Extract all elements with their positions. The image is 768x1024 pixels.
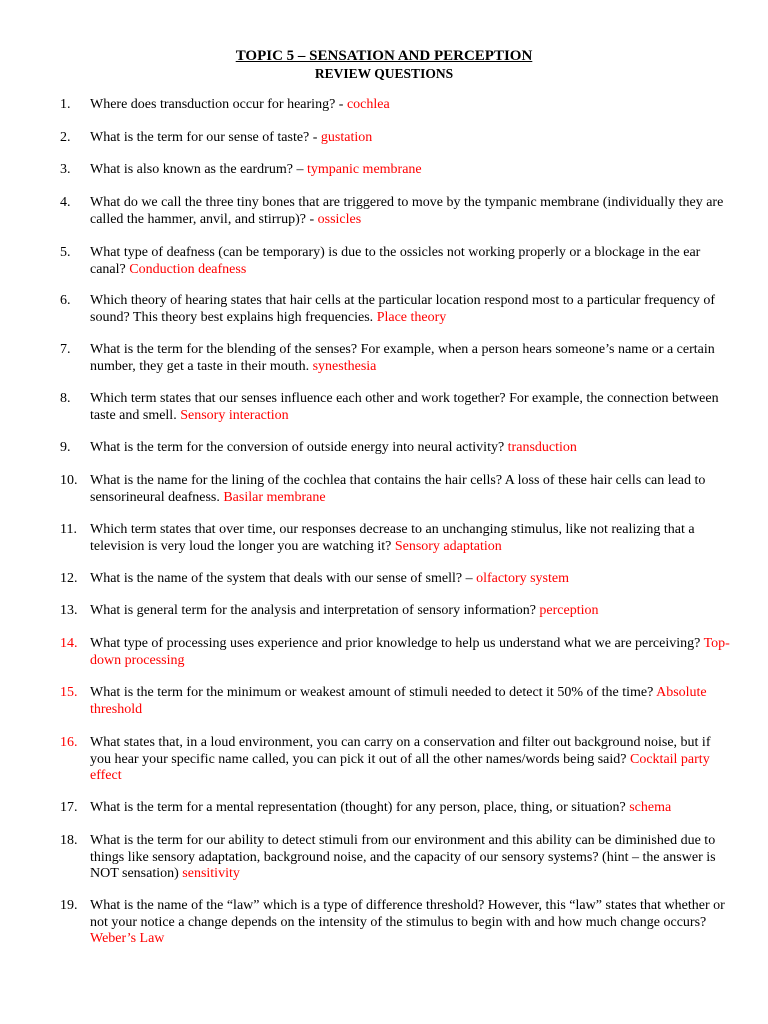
question-text: What type of processing uses experience and prior knowledge to help us understand what we are perceiving? [90, 636, 704, 651]
question-text: Where does transduction occur for hearing? - [90, 97, 347, 112]
question-8 [60, 391, 730, 424]
question-2 [60, 130, 730, 147]
question-number: 3. [60, 162, 71, 177]
answer-text: perception [539, 603, 599, 618]
page-title: TOPIC 5 – SENSATION AND PERCEPTION [235, 48, 533, 64]
answer-text: tympanic membrane [306, 162, 422, 177]
question-text: What is general term for the analysis and interpretation of sensory information? [90, 603, 540, 618]
question-number: 13. [60, 603, 78, 618]
question-text: What is the name of the system that deals with our sense of smell? – [90, 571, 477, 586]
question-number: 15. [60, 685, 78, 700]
answer-text: schema [629, 800, 672, 815]
question-4 [60, 195, 730, 228]
question-text: What is the term for the minimum or weakest amount of stimuli needed to detect it 50% of the time? [90, 685, 657, 700]
question-text: What is the name for the lining of the cochlea that contains the hair cells? A loss of these hair cells can lead to sensorineural deafness. [90, 473, 706, 505]
answer-text: Sensory interaction [180, 407, 289, 423]
question-3 [60, 162, 730, 179]
answer-text: Cocktail party effect [90, 751, 710, 783]
answer-text: transduction [507, 440, 577, 455]
question-10 [60, 473, 730, 506]
question-number: 8. [60, 391, 71, 406]
question-number: 4. [60, 195, 71, 210]
question-16 [60, 735, 730, 785]
question-17 [60, 800, 730, 817]
answer-text: olfactory system [476, 571, 569, 586]
question-text: What is the term for the blending of the senses? For example, when a person hears someone’s name or a certain number, they get a taste in their mouth. [90, 342, 715, 374]
question-number: 2. [60, 130, 71, 145]
question-number: 17. [60, 800, 78, 815]
answer-text: sensitivity [182, 866, 240, 881]
question-text: What type of deafness (can be temporary) is due to the ossicles not working properly or a blockage in the ear canal? [90, 245, 701, 277]
question-text: Which term states that over time, our responses decrease to an unchanging stimulus, like not realizing that a television is very loud the longer you are watching it? [90, 522, 695, 554]
question-text: What is the term for our ability to detect stimuli from our environment and this ability can be diminished due to things like sensory adaptation, background noise, and the capacity of our sensory systems? (hint – the answer is NOT sensation) [90, 833, 716, 881]
question-number: 5. [60, 245, 71, 260]
question-number: 19. [60, 898, 78, 913]
question-number: 10. [60, 473, 78, 488]
question-1 [60, 97, 730, 114]
answer-text: Basilar membrane [223, 489, 326, 505]
question-text: Which theory of hearing states that hair cells at the particular location respond most to a particular frequency of sound? This theory best explains high frequencies. [90, 293, 716, 325]
answer-text: Sensory adaptation [394, 538, 502, 554]
question-12 [60, 571, 730, 588]
question-number: 18. [60, 833, 78, 848]
answer-text: ossicles [317, 211, 362, 227]
question-text: What states that, in a loud environment, you can carry on a conservation and filter out background noise, but if you hear your specific name called, you can pick it out of all the other names/words being said? [90, 735, 711, 767]
question-7 [60, 342, 730, 375]
answer-text: Weber’s Law [90, 931, 165, 946]
answer-text: synesthesia [312, 358, 377, 374]
question-text: What is the term for the conversion of outside energy into neural activity? [90, 440, 508, 455]
answer-text: Top-down processing [90, 636, 730, 668]
question-text: What is the term for a mental representation (thought) for any person, place, thing, or situation? [90, 800, 630, 815]
question-text: Which term states that our senses influence each other and work together? For example, the connection between taste and smell. [90, 391, 719, 423]
question-18 [60, 833, 730, 883]
question-text: What is also known as the eardrum? – [90, 162, 307, 177]
answer-text: Place theory [376, 309, 447, 325]
question-text: What do we call the three tiny bones that are triggered to move by the tympanic membrane (individually they are called the hammer, anvil, and stirrup)? - [90, 195, 724, 227]
question-number: 16. [60, 735, 78, 750]
question-number: 14. [60, 636, 78, 651]
question-6 [60, 293, 730, 326]
page-subtitle: REVIEW QUESTIONS [314, 66, 454, 81]
question-number: 9. [60, 440, 71, 455]
question-5 [60, 245, 730, 278]
question-9 [60, 440, 730, 457]
question-number: 1. [60, 97, 71, 112]
question-15 [60, 685, 730, 718]
answer-text: Conduction deafness [129, 261, 247, 277]
question-number: 7. [60, 342, 71, 357]
question-number: 6. [60, 293, 71, 308]
answer-text: Absolute threshold [90, 685, 707, 717]
answer-text: cochlea [346, 97, 390, 112]
question-19 [60, 898, 730, 948]
question-number: 11. [60, 522, 77, 537]
question-text: What is the term for our sense of taste? - [90, 130, 321, 145]
question-11 [60, 522, 730, 555]
question-13 [60, 603, 730, 620]
answer-text: gustation [320, 130, 373, 145]
question-14 [60, 636, 730, 669]
question-text: What is the name of the “law” which is a type of difference threshold? However, this “law” states that whether or not your notice a change depends on the intensity of the stimulus to begin with and how much change occurs? [90, 898, 725, 930]
question-number: 12. [60, 571, 78, 586]
